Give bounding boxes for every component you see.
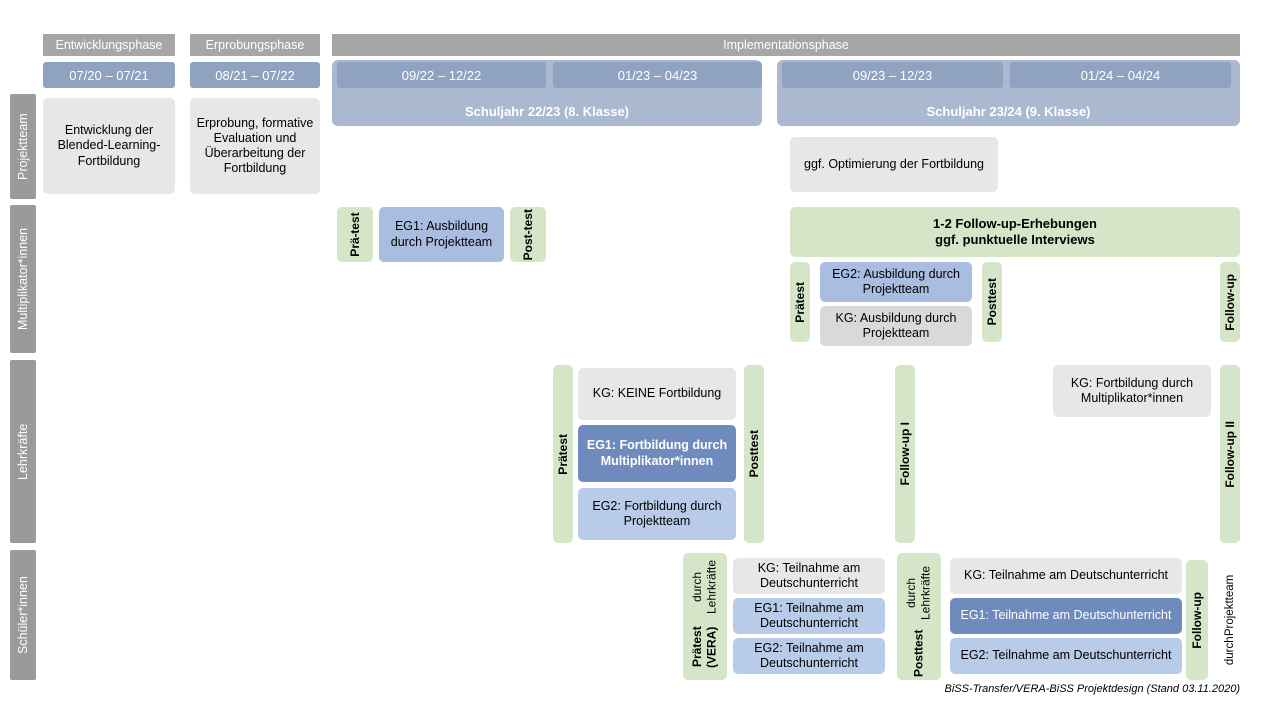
box-lehr-kg-keine-fortbildung-text: KG: KEINE Fortbildung: [592, 386, 722, 401]
box-optimierung-fortbildung: [790, 137, 998, 192]
schoolyear-2223-label: Schuljahr 22/23 (8. Klasse): [464, 104, 630, 119]
box-schueler-eg2-2-text: EG2: Teilnahme am Deutschunterricht: [960, 648, 1172, 663]
box-entwicklung-fortbildung: [43, 98, 175, 194]
box-lehr-followup-1: [895, 365, 915, 543]
box-schueler-kg-1-text: KG: Teilnahme am Deutschunterricht: [757, 560, 861, 590]
schoolyear-2324-label: Schuljahr 23/24 (9. Klasse): [926, 104, 1091, 119]
box-erprobung-evaluation-text: Erprobung, formative Evaluation und Überarbeitung der Fortbildung: [196, 115, 314, 176]
row-label-schueler-text: Schüler*innen: [16, 576, 30, 654]
phase-header-erprobungsphase-text: Erprobungsphase: [205, 38, 305, 52]
box-multi-praetest-2: [790, 262, 810, 342]
box-schueler-posttest: [897, 553, 941, 680]
phase-header-entwicklungsphase-text: Entwicklungsphase: [55, 38, 163, 52]
date-bar-0923-1223-text: 09/23 – 12/23: [852, 67, 933, 83]
box-schueler-praetest-vera-text: Prätest (VERA) durch Lehrkräfte: [690, 559, 719, 668]
box-schueler-eg1-2: [950, 598, 1182, 634]
phase-header-implementationsphase: [332, 34, 1240, 56]
date-bar-0720-0721-text: 07/20 – 07/21: [69, 67, 149, 83]
row-label-projektteam: [10, 94, 36, 199]
box-multi-kg-ausbildung-text: KG: Ausbildung durch Projektteam: [835, 310, 957, 340]
box-lehr-eg1-fortbildung-text: EG1: Fortbildung durch Multiplikator*innen: [586, 438, 728, 468]
box-lehr-eg2-fortbildung-text: EG2: Fortbildung durch Projektteam: [592, 498, 722, 528]
row-label-projektteam-text: Projektteam: [16, 113, 30, 180]
box-lehr-posttest-text: Posttest: [746, 430, 761, 478]
date-bar-0123-0423: [553, 62, 762, 88]
date-bar-0923-1223: [782, 62, 1003, 88]
box-multi-praetest-2-text: Prätest: [792, 281, 807, 323]
box-multi-posttest-2-text: Posttest: [984, 278, 999, 326]
box-schueler-followup-text: Follow-up: [1189, 591, 1204, 649]
row-label-lehrkraefte: [10, 360, 36, 543]
box-schueler-kg-2: [950, 558, 1182, 594]
row-label-multiplikatoren-text: Multiplikator*innen: [16, 227, 30, 331]
date-bar-0821-0722-text: 08/21 – 07/22: [215, 67, 295, 83]
box-schueler-eg1-1-text: EG1: Teilnahme am Deutschunterricht: [754, 600, 864, 630]
date-bar-0124-0424: [1010, 62, 1231, 88]
box-lehr-kg-fortbildung-multi-text: KG: Fortbildung durch Multiplikator*innen: [1070, 375, 1194, 405]
box-multi-posttest: [510, 207, 546, 262]
box-multi-posttest-text: Post- test: [520, 208, 535, 261]
box-multi-praetest: [337, 207, 373, 262]
box-optimierung-fortbildung-text: ggf. Optimierung der Fortbildung: [804, 156, 984, 171]
phase-header-implementationsphase-text: Implementationsphase: [723, 38, 849, 52]
box-schueler-eg2-1: [733, 638, 885, 674]
row-label-multiplikatoren: [10, 205, 36, 353]
box-multi-eg2-ausbildung: [820, 262, 972, 302]
date-bar-0123-0423-text: 01/23 – 04/23: [617, 67, 698, 83]
box-lehr-kg-fortbildung-multi: [1053, 365, 1211, 417]
box-entwicklung-fortbildung-text: Entwicklung der Blended-Learning-Fortbildung: [57, 123, 161, 168]
box-schueler-eg1-1: [733, 598, 885, 634]
box-schueler-followup: [1186, 560, 1208, 680]
box-lehr-followup-2: [1220, 365, 1240, 543]
box-lehr-followup-1-text: Follow-up I: [897, 422, 912, 486]
box-multi-followup-text: Follow-up: [1222, 273, 1237, 331]
date-bar-0922-1222-text: 09/22 – 12/22: [401, 67, 482, 83]
box-lehr-posttest: [744, 365, 764, 543]
row-label-lehrkraefte-text: Lehrkräfte: [16, 423, 30, 480]
phase-header-entwicklungsphase: [43, 34, 175, 56]
box-lehr-kg-keine-fortbildung: [578, 368, 736, 420]
box-followup-erhebungen-banner-text: 1-2 Follow-up-Erhebungen ggf. punktuelle Interviews: [933, 216, 1097, 247]
box-schueler-eg2-1-text: EG2: Teilnahme am Deutschunterricht: [754, 640, 864, 670]
box-schueler-praetest-vera: [683, 553, 727, 680]
box-lehr-followup-2-text: Follow-up II: [1222, 420, 1237, 488]
box-multi-eg2-ausbildung-text: EG2: Ausbildung durch Projektteam: [832, 266, 960, 296]
date-bar-0124-0424-text: 01/24 – 04/24: [1080, 67, 1161, 83]
footer-caption-text: BiSS-Transfer/VERA-BiSS Projektdesign (Stand 03.11.2020): [944, 683, 1240, 695]
date-bar-0922-1222: [337, 62, 546, 88]
box-schueler-eg2-2: [950, 638, 1182, 674]
box-schueler-posttest-text: Posttest durch Lehrkräfte: [904, 565, 933, 677]
box-multi-praetest-text: Prä- test: [347, 212, 362, 257]
box-lehr-praetest: [553, 365, 573, 543]
box-erprobung-evaluation: [190, 98, 320, 194]
date-bar-0821-0722: [190, 62, 320, 88]
box-lehr-eg2-fortbildung: [578, 488, 736, 540]
box-lehr-eg1-fortbildung: [578, 425, 736, 482]
box-schueler-kg-1: [733, 558, 885, 594]
row-label-schueler: [10, 550, 36, 680]
box-multi-eg1-ausbildung: [379, 207, 504, 262]
box-multi-kg-ausbildung: [820, 306, 972, 346]
box-lehr-praetest-text: Prätest: [555, 433, 570, 475]
box-multi-posttest-2: [982, 262, 1002, 342]
box-schueler-followup-sub-text: durch Projektteam: [1224, 574, 1236, 666]
box-schueler-followup-sub: [1210, 560, 1250, 680]
box-schueler-kg-2-text: KG: Teilnahme am Deutschunterricht: [963, 568, 1169, 583]
footer-caption: [740, 683, 1240, 695]
box-multi-followup: [1220, 262, 1240, 342]
box-schueler-eg1-2-text: EG1: Teilnahme am Deutschunterricht: [960, 608, 1172, 623]
date-bar-0720-0721: [43, 62, 175, 88]
box-followup-erhebungen-banner: [790, 207, 1240, 257]
phase-header-erprobungsphase: [190, 34, 320, 56]
box-multi-eg1-ausbildung-text: EG1: Ausbildung durch Projektteam: [390, 219, 493, 249]
